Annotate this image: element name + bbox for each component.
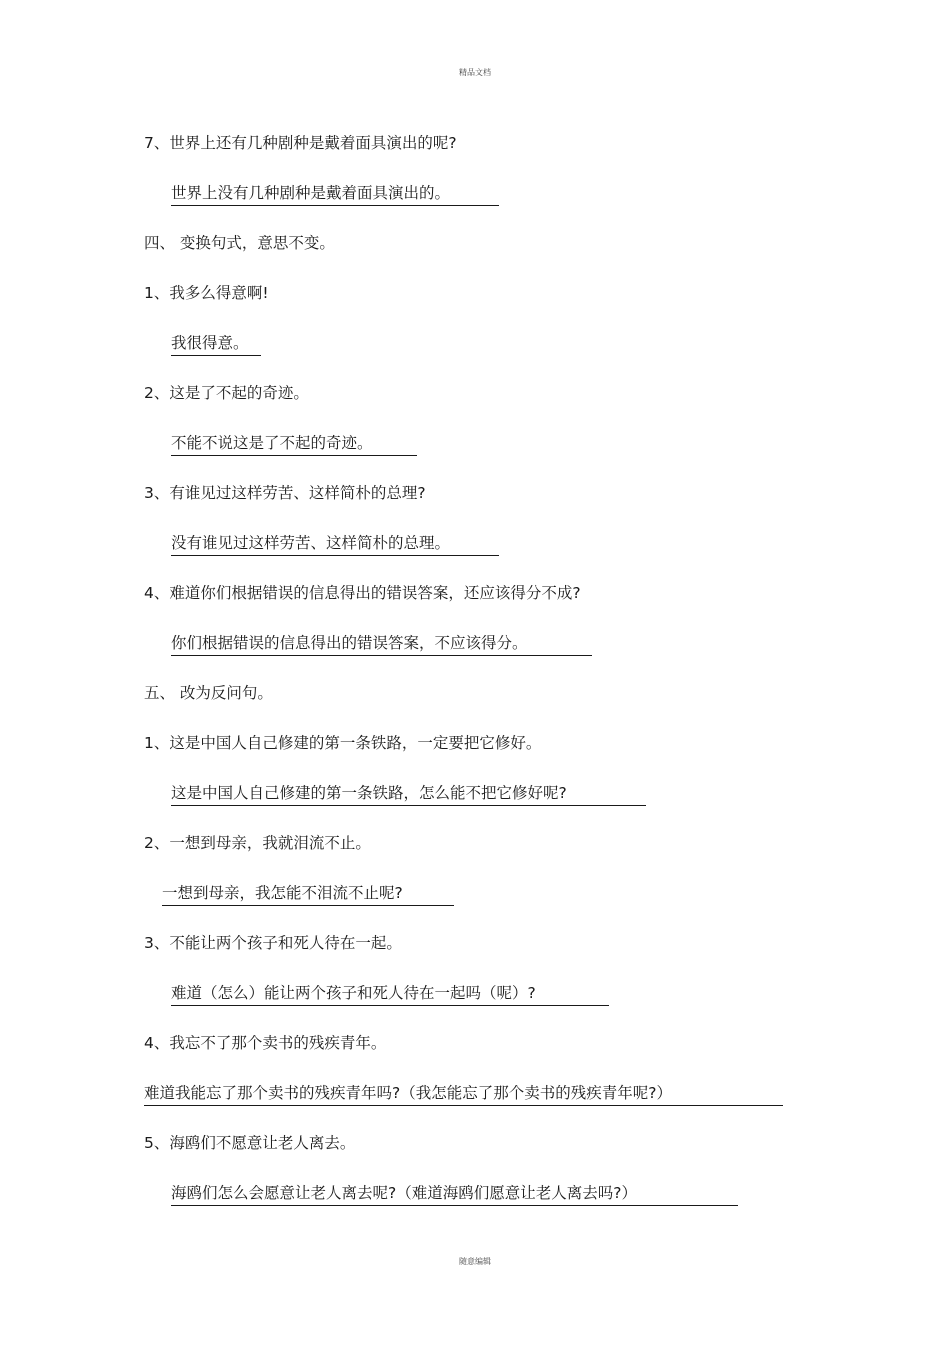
question-line: 3、有谁见过这样劳苦、这样简朴的总理? (144, 484, 426, 502)
answer-line (171, 183, 499, 206)
question-line: 4、我忘不了那个卖书的残疾青年。 (144, 1034, 387, 1052)
section-heading: 四、 变换句式，意思不变。 (144, 234, 335, 252)
question-line: 2、一想到母亲，我就泪流不止。 (144, 834, 371, 852)
question-line: 2、这是了不起的奇迹。 (144, 384, 309, 402)
page-header: 精品文档 (459, 68, 491, 77)
answer-text: 不能不说这是了不起的奇迹。 (171, 434, 373, 452)
answer-text: 难道（怎么）能让两个孩子和死人待在一起吗（呢）? (171, 984, 536, 1002)
answer-text: 我很得意。 (171, 334, 249, 352)
question-line: 3、不能让两个孩子和死人待在一起。 (144, 934, 402, 952)
answer-text: 难道我能忘了那个卖书的残疾青年吗?（我怎能忘了那个卖书的残疾青年呢?） (144, 1084, 672, 1102)
answer-text: 世界上没有几种剧种是戴着面具演出的。 (171, 184, 451, 202)
answer-text: 这是中国人自己修建的第一条铁路，怎么能不把它修好呢? (171, 784, 567, 802)
question-line: 1、这是中国人自己修建的第一条铁路，一定要把它修好。 (144, 734, 542, 752)
answer-line (144, 1083, 783, 1106)
answer-line (171, 783, 646, 806)
answer-text: 没有谁见过这样劳苦、这样简朴的总理。 (171, 534, 451, 552)
answer-text: 海鸥们怎么会愿意让老人离去呢?（难道海鸥们愿意让老人离去吗?） (171, 1184, 637, 1202)
answer-text: 你们根据错误的信息得出的错误答案，不应该得分。 (171, 634, 528, 652)
answer-line (171, 633, 592, 656)
answer-line (171, 1183, 738, 1206)
answer-line (162, 883, 454, 906)
answer-line (171, 983, 609, 1006)
answer-text: 一想到母亲，我怎能不泪流不止呢? (162, 884, 403, 902)
page-footer: 随意编辑 (459, 1257, 491, 1266)
section-heading: 五、 改为反问句。 (144, 684, 273, 702)
answer-line (171, 333, 261, 356)
answer-line (171, 433, 417, 456)
question-line: 5、海鸥们不愿意让老人离去。 (144, 1134, 356, 1152)
question-line: 7、世界上还有几种剧种是戴着面具演出的呢? (144, 134, 457, 152)
answer-line (171, 533, 499, 556)
question-line: 4、难道你们根据错误的信息得出的错误答案，还应该得分不成? (144, 584, 581, 602)
question-line: 1、我多么得意啊! (144, 284, 269, 302)
